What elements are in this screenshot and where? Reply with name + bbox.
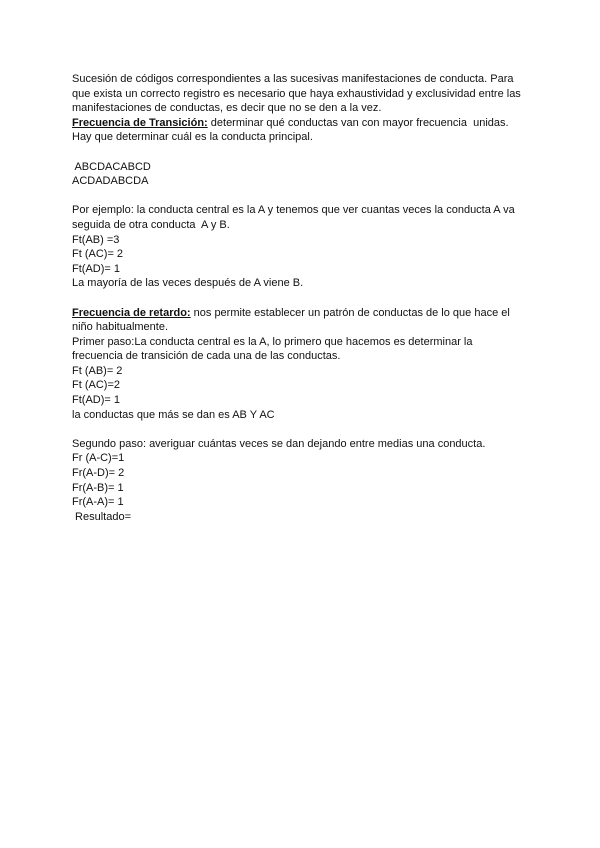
fr-a-d: Fr(A-D)= 2: [72, 467, 125, 480]
primer-paso-line-1: Primer paso:La conducta central es la A, lo primero que hacemos es determinar la: [72, 335, 473, 348]
retardo-heading-rest: nos permite establecer un patrón de conductas de lo que hace el: [190, 306, 510, 319]
ejemplo-line-1: Por ejemplo: la conducta central es la A y tenemos que ver cuantas veces la conducta A va: [72, 204, 515, 217]
retardo-ft-ad: Ft(AD)= 1: [72, 394, 120, 407]
sequence-2: ACDADABCDA: [72, 175, 149, 188]
intro-paragraph: [72, 72, 532, 116]
retardo-ft-ac: Ft (AC)=2: [72, 379, 120, 392]
fr-a-c: Fr (A-C)=1: [72, 452, 125, 465]
retardo-conclusion: la conductas que más se dan es AB Y AC: [72, 408, 275, 421]
retardo-section: [72, 306, 532, 525]
fr-a-a: Fr(A-A)= 1: [72, 496, 124, 509]
resultado: Resultado=: [72, 510, 132, 523]
blank-line: [72, 145, 532, 160]
blank-line: [72, 422, 532, 437]
ejemplo-ft-ac: Ft (AC)= 2: [72, 248, 124, 261]
ejemplo-line-2: seguida de otra conducta A y B.: [72, 218, 230, 231]
ejemplo-ft-ab: Ft(AB) =3: [72, 233, 120, 246]
document-page: [72, 72, 532, 524]
ejemplo-section: [72, 203, 532, 291]
transicion-section: [72, 116, 532, 145]
blank-line: [72, 189, 532, 204]
retardo-heading-line: [72, 306, 532, 321]
retardo-ft-ab: Ft (AB)= 2: [72, 364, 123, 377]
sequence-1: ABCDACABCD: [72, 160, 151, 173]
retardo-line-2: niño habitualmente.: [72, 321, 169, 334]
transicion-line-2: Hay que determinar cuál es la conducta principal.: [72, 131, 313, 144]
transicion-heading-rest: determinar qué conductas van con mayor frecuencia unidas.: [207, 116, 509, 129]
retardo-heading: Frecuencia de retardo:: [72, 306, 191, 319]
fr-a-b: Fr(A-B)= 1: [72, 481, 124, 494]
segundo-paso: Segundo paso: averiguar cuántas veces se dan dejando entre medias una conducta.: [72, 437, 486, 450]
sequence-block: [72, 160, 532, 189]
primer-paso-line-2: frecuencia de transición de cada una de las conductas.: [72, 350, 341, 363]
ejemplo-conclusion: La mayoría de las veces después de A viene B.: [72, 277, 304, 290]
blank-line: [72, 291, 532, 306]
intro-line-1: Sucesión de códigos correspondientes a las sucesivas manifestaciones de conducta. Para: [72, 73, 514, 85]
intro-line-2: que exista un correcto registro es necesario que haya exhaustividad y exclusividad entre las: [72, 87, 521, 100]
transicion-heading-line: [72, 116, 532, 131]
ejemplo-ft-ad: Ft(AD)= 1: [72, 262, 120, 275]
intro-line-3: manifestaciones de conductas, es decir que no se den a la vez.: [72, 102, 382, 115]
transicion-heading: Frecuencia de Transición:: [72, 116, 208, 129]
